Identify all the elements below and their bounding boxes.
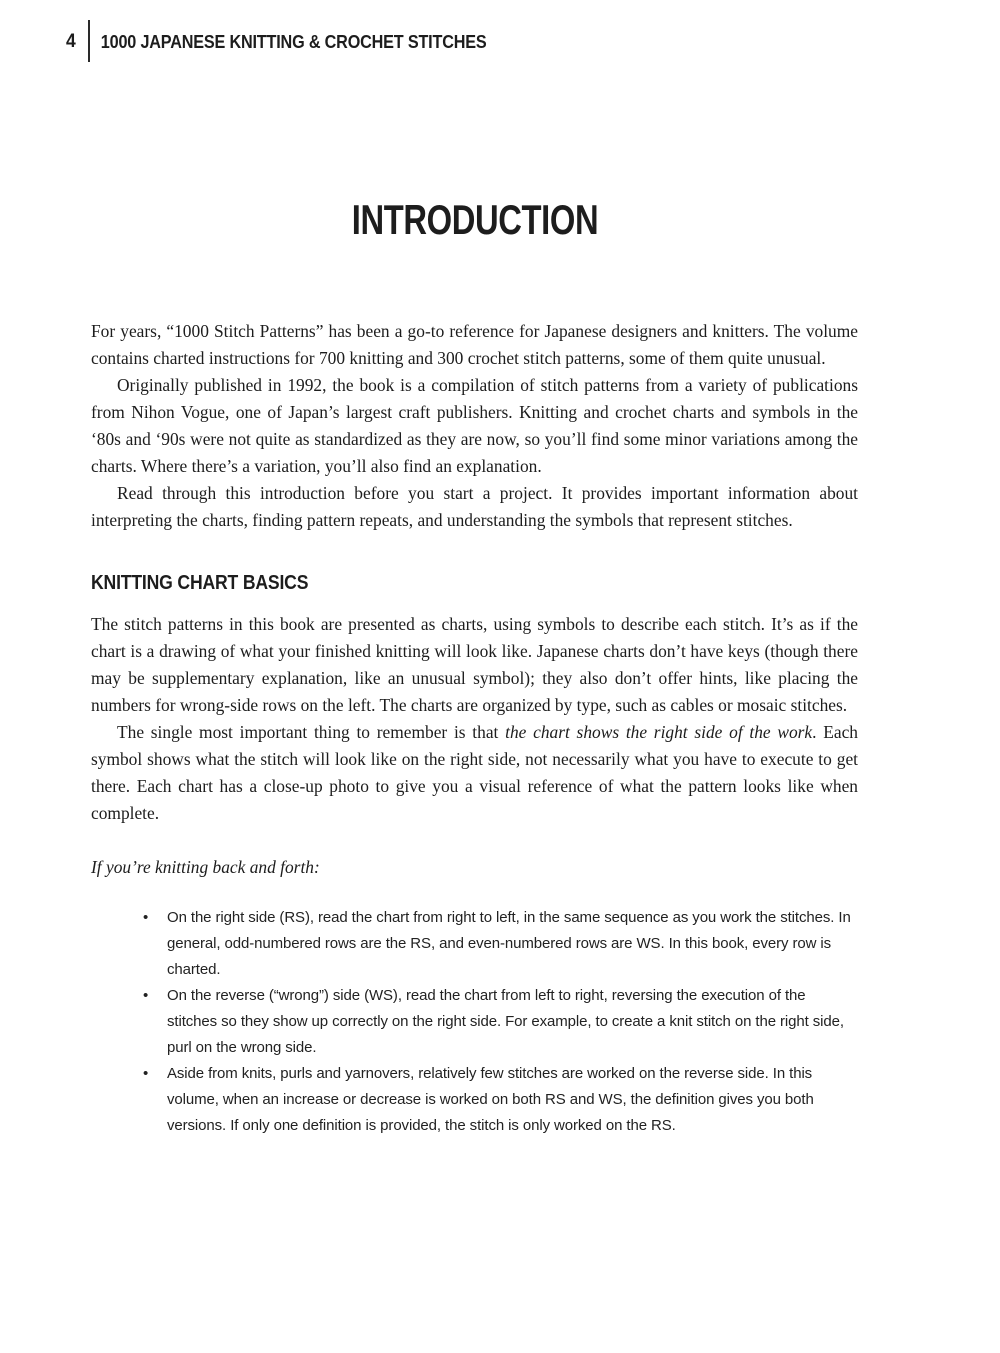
book-title: 1000 JAPANESE KNITTING & CROCHET STITCHES — [101, 31, 487, 52]
bullet-icon: • — [143, 987, 149, 1004]
chapter-title: INTRODUCTION — [351, 196, 598, 243]
bullet-icon: • — [143, 1065, 149, 1082]
list-item-text: Aside from knits, purls and yarnovers, relatively few stitches are worked on the reverse side. In this volume, when an increase or decrease is worked on both RS and WS, the definition gives you both versions. If only one definition is provided, the stitch is only worked on the RS. — [167, 1065, 814, 1134]
section-paragraph-1: The stitch patterns in this book are presented as charts, using symbols to describe each stitch. It’s as if the chart is a drawing of what your finished knitting will look like. Japanese charts don’t have keys (though there may be supplementary explanation, like an unusual symbol); they also don’t offer hints, like placing the numbers for wrong-side rows on the left. The charts are organized by type, such as cables or mosaic stitches. — [91, 614, 858, 715]
running-header — [66, 24, 531, 60]
section-heading: KNITTING CHART BASICS — [91, 572, 309, 594]
intro-paragraph-2: Originally published in 1992, the book is a compilation of stitch patterns from a variety of publications from Nihon Vogue, one of Japan’s largest craft publishers. Knitting and crochet charts and symbols in the ‘80s and ‘90s were not quite as standardized as they are now, so you’ll find some minor variations among the charts. Where there’s a variation, you’ll also find an explanation. — [91, 375, 858, 476]
list-lead-in: If you’re knitting back and forth: — [91, 857, 320, 877]
list-item-text: On the reverse (“wrong”) side (WS), read the chart from left to right, reversing the execution of the stitches so they show up correctly on the right side. For example, to create a knit stitch on the right side, purl on the wrong side. — [167, 987, 844, 1056]
section-paragraph-2 — [91, 719, 858, 827]
list-item-text: On the right side (RS), read the chart from right to left, in the same sequence as you work the stitches. In general, odd-numbered rows are the RS, and even-numbered rows are WS. In this book, every row is charted. — [167, 909, 851, 978]
page-number: 4 — [66, 31, 76, 52]
instruction-list — [91, 905, 858, 1139]
intro-paragraph-3: Read through this introduction before you start a project. It provides important information about interpreting the charts, finding pattern repeats, and understanding the symbols that represent stitches. — [91, 483, 858, 530]
list-item — [91, 983, 858, 1061]
section-paragraph-2-text: The single most important thing to remember is that — [117, 722, 506, 742]
chapter-title-container — [91, 196, 858, 244]
intro-paragraph-1: For years, “1000 Stitch Patterns” has been a go-to reference for Japanese designers and knitters. The volume contains charted instructions for 700 knitting and 300 crochet stitch patterns, some of them quite unusual. — [91, 321, 858, 368]
list-item — [91, 1061, 858, 1139]
list-item — [91, 905, 858, 983]
bullet-icon: • — [143, 909, 149, 926]
section-paragraph-2-emphasis: the chart shows the right side of the work — [505, 722, 813, 742]
section-paragraph-2-text-after: . Each symbol shows what the stitch will look like on the right side, not necessarily what you have to execute to get there. Each chart has a close-up photo to give you a visual reference of what the pattern looks like when complete. — [91, 722, 858, 823]
body-column — [91, 318, 858, 1139]
